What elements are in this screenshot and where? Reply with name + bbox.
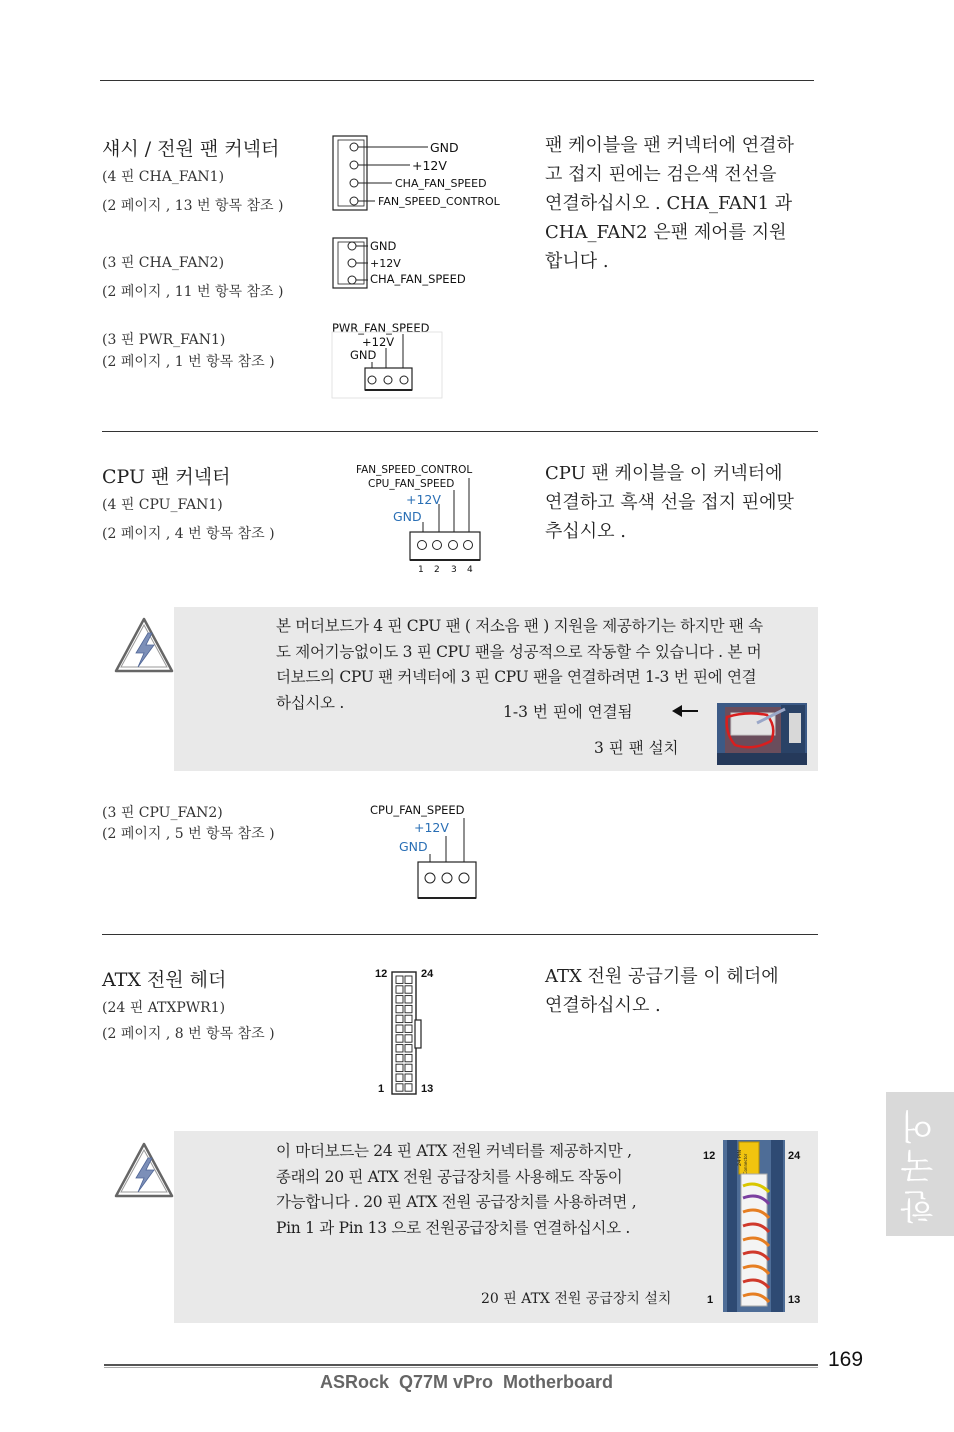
three-pin-install-label: 3 핀 팬 설치 [594,739,679,757]
cha-fan2-gnd-label: GND [370,239,397,253]
cpu-fan2-ref: (2 페이지 , 5 번 항목 참조 ) [102,826,275,842]
cpu-pin-3: 3 [451,565,457,575]
atx-note-text: 이 마더보드는 24 핀 ATX 전원 커넥터를 제공하지만 , 종래의 20 핀 ATX 전원 공급장치를 사용해도 작동이 가능합니다 . 20 핀 ATX 전원 공급장치를 사용하려면 , Pin 1 과 Pin 13 으로 전원공급장치를 연결하십시오 . [276,1142,637,1237]
cpu-fan1-control-label: FAN_SPEED_CONTROL [356,464,473,476]
cpu-fan-install-photo [717,703,807,765]
warning-icon [112,615,176,675]
atx-power-description: ATX 전원 공급기를 이 헤더에 연결하십시오 . [545,966,779,1016]
cpu-fan2-diagram [412,816,484,906]
atx-install-caption: 20 핀 ATX 전원 공급장치 설치 [481,1291,672,1307]
footer-product-name: ASRock Q77M vPro Motherboard [320,1372,614,1392]
photo-pin-12-label: 12 [703,1150,716,1162]
cpu-fan1-speed-label: CPU_FAN_SPEED [368,478,455,490]
atx-header-diagram [390,970,426,1098]
pwr-fan1-ref: (2 페이지 , 1 번 항목 참조 ) [102,354,275,370]
chassis-fan-description: 팬 케이블을 팬 커넥터에 연결하 고 접지 핀에는 검은색 전선을 연결하십시오 . CHA_FAN1 과 CHA_FAN2 은팬 제어를 지원 합니다 . [545,135,794,272]
cha-fan1-sub: (4 핀 CHA_FAN1) [102,169,225,185]
top-rule [100,80,814,81]
atx-pin-13-label: 13 [421,1083,434,1095]
cpu-fan2-speed-label: CPU_FAN_SPEED [370,803,465,817]
cpu-fan-note-text: 본 머더보드가 4 핀 CPU 팬 ( 저소음 팬 ) 지원을 제공하기는 하지만 팬 속 도 제어기능없이도 3 핀 CPU 팬을 성공적으로 작동할 수 있습니다 . 본 머 더보드의 CPU 팬 커넥터에 3 핀 CPU 팬을 연결하려면 1-3 번 핀에 연결 하십시오 . [276,617,763,712]
cha-fan1-12v-label: +12V [412,158,447,173]
pwr-fan-12v-label: +12V [362,335,395,349]
chassis-fan-title: 섀시 / 전원 팬 커넥터 [102,138,280,160]
atx-pin-24-label: 24 [421,968,434,980]
footer-rule-thick [104,1364,818,1366]
cpu-fan-description: CPU 팬 케이블을 이 커넥터에 연결하고 흑색 선을 접지 핀에맞 추십시오 . [545,463,794,542]
cha-fan1-speed-label: CHA_FAN_SPEED [395,177,487,190]
pwr-fan1-diagram [330,330,450,402]
cpu-fan-title: CPU 팬 커넥터 [102,466,231,488]
cpu-pin-4: 4 [467,565,473,575]
page-number: 169 [828,1348,864,1371]
cha-fan2-sub: (3 핀 CHA_FAN2) [102,255,225,271]
cha-fan1-gnd-label: GND [430,140,459,155]
atx-power-title: ATX 전원 헤더 [102,969,227,991]
pwr-fan-gnd-label: GND [350,348,377,362]
cpu-fan1-ref: (2 페이지 , 4 번 항목 참조 ) [102,526,275,542]
atx-pin-1-label: 1 [378,1083,385,1095]
footer-rule-thin [104,1367,818,1368]
section-rule-2 [102,934,818,935]
pins-connected-label: 1-3 번 핀에 연결됨 [503,703,633,721]
cpu-fan1-gnd-label: GND [393,509,422,524]
cha-fan2-ref: (2 페이지 , 11 번 항목 참조 ) [102,284,284,300]
photo-pin-24-label: 24 [788,1150,801,1162]
cpu-fan2-12v-label: +12V [414,820,449,835]
pwr-fan-speed-label: PWR_FAN_SPEED [332,321,430,335]
warning-icon [112,1140,176,1200]
atx-install-photo [723,1140,785,1312]
cpu-fan1-diagram [405,474,485,564]
cha-fan2-12v-label: +12V [370,257,401,270]
section-rule-1 [102,431,818,432]
cha-fan1-control-label: FAN_SPEED_CONTROL [378,195,500,208]
photo-pin-13-label: 13 [788,1294,801,1306]
cpu-fan2-sub: (3 핀 CPU_FAN2) [102,805,223,821]
atx-pin-12-label: 12 [375,968,388,980]
cpu-fan1-sub: (4 핀 CPU_FAN1) [102,497,223,513]
pwr-fan1-sub: (3 핀 PWR_FAN1) [102,332,226,348]
atx-power-ref: (2 페이지 , 8 번 항목 참조 ) [102,1026,275,1042]
language-side-tab-label: 한국어 [900,1104,941,1224]
cpu-fan1-12v-label: +12V [406,492,441,507]
photo-pin-1-label: 1 [707,1294,714,1306]
cpu-fan2-gnd-label: GND [399,839,428,854]
cpu-pin-1: 1 [418,565,424,575]
cpu-pin-2: 2 [434,565,440,575]
arrow-left-icon [672,704,700,718]
svg-text:Connector: Connector [743,1153,748,1175]
atx-power-sub: (24 핀 ATXPWR1) [102,1000,226,1016]
svg-text:24 PIN: 24 PIN [737,1149,743,1167]
cha-fan1-ref: (2 페이지 , 13 번 항목 참조 ) [102,198,284,214]
cha-fan2-speed-label: CHA_FAN_SPEED [370,272,466,286]
